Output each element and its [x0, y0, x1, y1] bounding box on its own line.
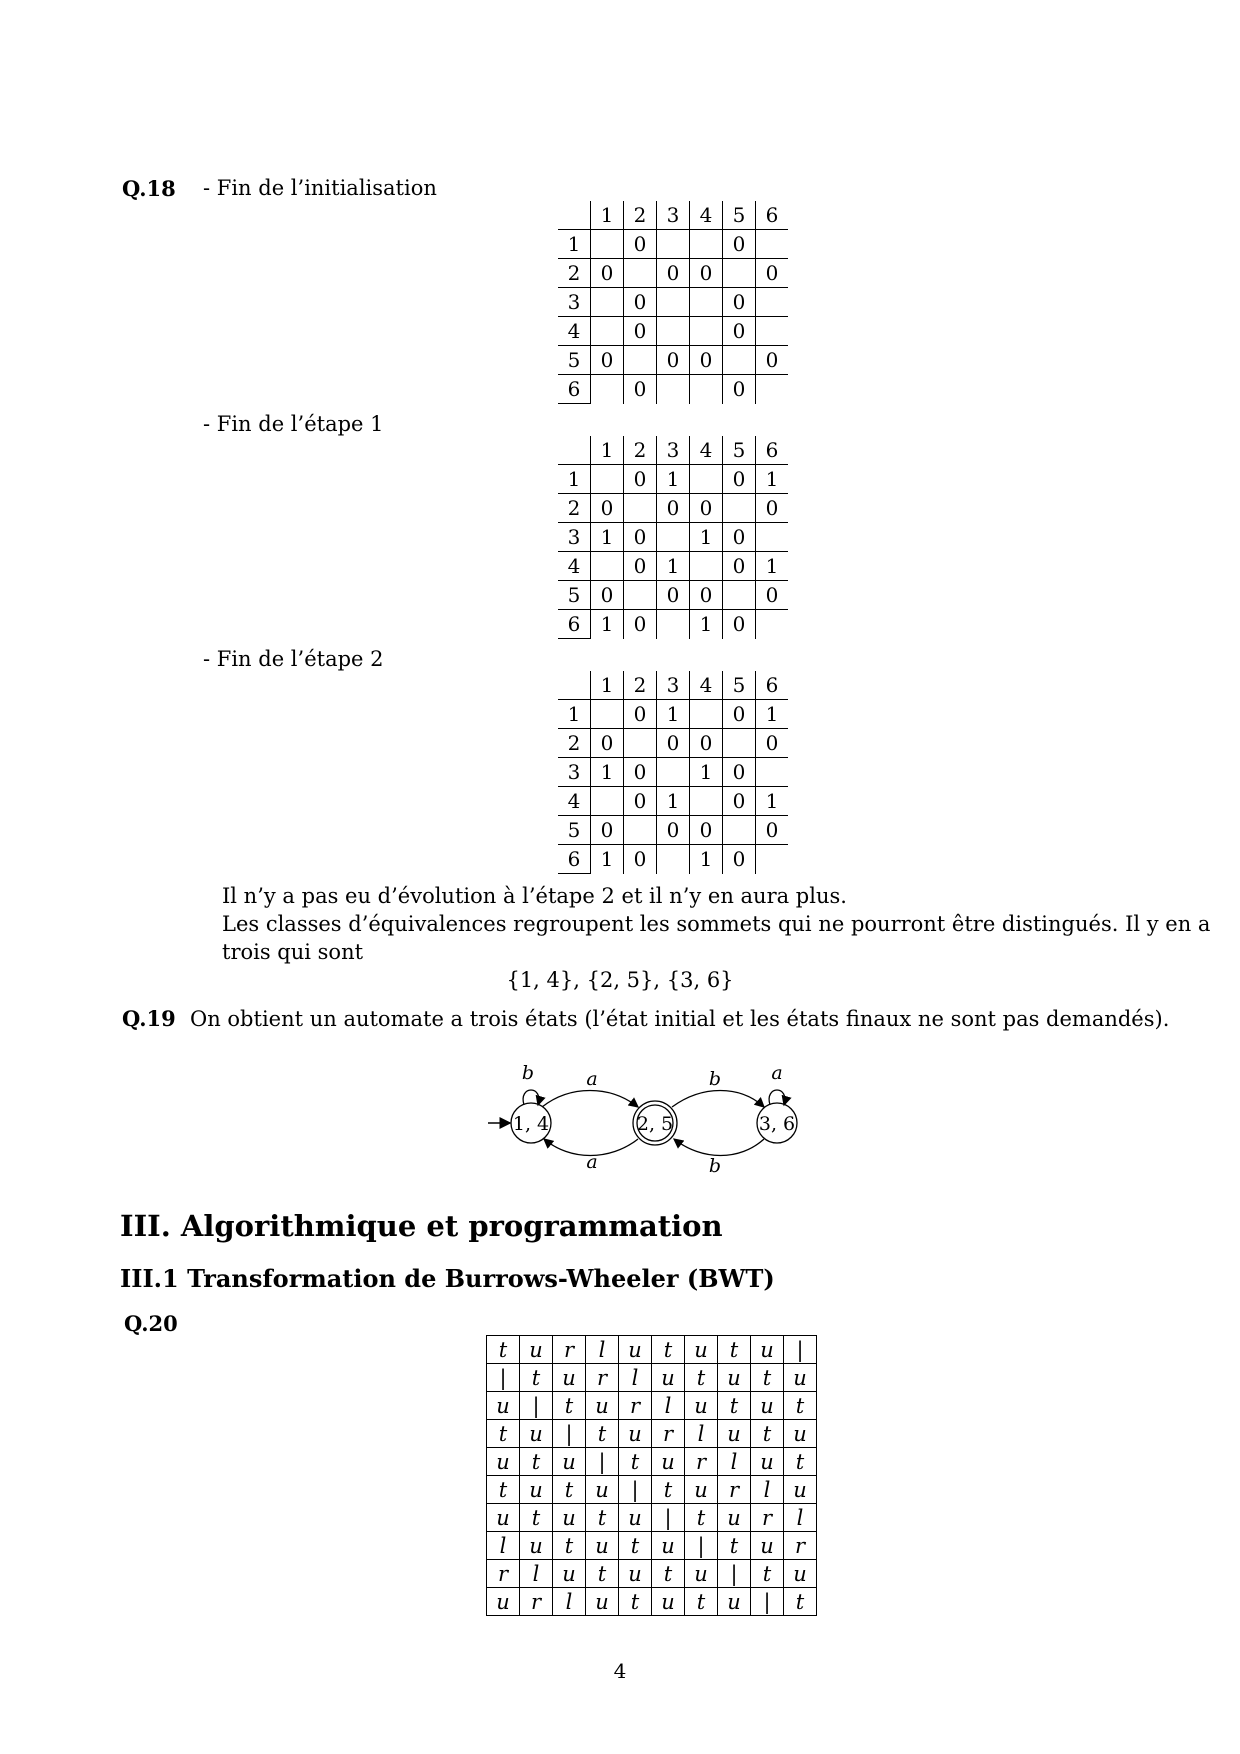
- row-header: 6: [558, 845, 591, 874]
- table-cell: [591, 552, 624, 581]
- table-cell: 1: [690, 610, 723, 639]
- bwt-cell: l: [586, 1336, 619, 1364]
- table-cell: [591, 230, 624, 259]
- column-header: 5: [723, 436, 756, 465]
- table-cell: [690, 787, 723, 816]
- bwt-cell: l: [652, 1392, 685, 1420]
- table-cell: [591, 787, 624, 816]
- table-cell: [756, 375, 789, 404]
- table-cell: 0: [624, 787, 657, 816]
- table-cell: 0: [624, 523, 657, 552]
- bwt-row: [487, 1532, 817, 1560]
- table-cell: 0: [591, 259, 624, 288]
- bwt-cell: t: [718, 1336, 751, 1364]
- table-cell: 0: [624, 288, 657, 317]
- table-cell: [690, 317, 723, 346]
- loop-label-b: b: [521, 1062, 535, 1084]
- edge-label-36-25: b: [708, 1155, 722, 1177]
- bwt-cell: t: [487, 1476, 520, 1504]
- table-cell: 1: [756, 700, 789, 729]
- table-cell: 1: [690, 523, 723, 552]
- section-title: III. Algorithmique et programmation: [120, 1209, 723, 1243]
- edge-2-5-to-3-6: [672, 1091, 764, 1108]
- bwt-cell: t: [553, 1532, 586, 1560]
- table-cell: 0: [723, 523, 756, 552]
- bwt-cell: u: [619, 1504, 652, 1532]
- table-cell: 0: [756, 729, 789, 758]
- table-cell: [657, 523, 690, 552]
- table-cell: 0: [723, 552, 756, 581]
- bwt-cell: u: [553, 1504, 586, 1532]
- table-cell: [591, 375, 624, 404]
- bwt-cell: u: [520, 1532, 553, 1560]
- row-header: 5: [558, 581, 591, 610]
- row-header: 1: [558, 700, 591, 729]
- column-header: 3: [657, 436, 690, 465]
- row-header: 1: [558, 230, 591, 259]
- q19-text: On obtient un automate a trois états (l’état initial et les états finaux ne sont pas demandés).: [190, 1007, 1170, 1031]
- row-header: 2: [558, 494, 591, 523]
- column-header: 4: [690, 201, 723, 230]
- row-header: 4: [558, 317, 591, 346]
- table-cell: 1: [657, 787, 690, 816]
- bwt-cell: t: [619, 1532, 652, 1560]
- bwt-cell: t: [553, 1392, 586, 1420]
- table-cell: 0: [624, 758, 657, 787]
- state-3-6-label: 3, 6: [758, 1113, 796, 1135]
- column-header: 1: [591, 201, 624, 230]
- bwt-cell: r: [784, 1532, 817, 1560]
- table-cell: 1: [756, 552, 789, 581]
- bwt-cell: u: [685, 1560, 718, 1588]
- row-header: 3: [558, 523, 591, 552]
- table-cell: 0: [657, 259, 690, 288]
- bwt-cell: u: [553, 1560, 586, 1588]
- table-cell: 1: [690, 758, 723, 787]
- edge-label-14-25: a: [586, 1068, 598, 1090]
- table-cell: [624, 729, 657, 758]
- partition-table-init: [558, 201, 788, 404]
- step0-caption: - Fin de l’initialisation: [203, 176, 437, 200]
- bwt-cell: r: [487, 1560, 520, 1588]
- page-number: 4: [613, 1659, 627, 1683]
- table-cell: 0: [591, 346, 624, 375]
- bwt-cell: l: [619, 1364, 652, 1392]
- table-cell: [657, 758, 690, 787]
- row-header: 2: [558, 259, 591, 288]
- bwt-cell: |: [520, 1392, 553, 1420]
- table-cell: 0: [624, 375, 657, 404]
- row-header: 6: [558, 610, 591, 639]
- bwt-cell: |: [784, 1336, 817, 1364]
- bwt-row: [487, 1364, 817, 1392]
- table-cell: [591, 288, 624, 317]
- table-cell: 0: [690, 581, 723, 610]
- bwt-cell: u: [652, 1532, 685, 1560]
- table-corner: [558, 436, 591, 465]
- bwt-cell: t: [586, 1504, 619, 1532]
- bwt-cell: l: [520, 1560, 553, 1588]
- edge-3-6-to-2-5: [674, 1139, 764, 1156]
- bwt-cell: t: [685, 1504, 718, 1532]
- bwt-cell: t: [718, 1532, 751, 1560]
- bwt-cell: u: [751, 1336, 784, 1364]
- table-cell: 0: [624, 465, 657, 494]
- bwt-cell: u: [619, 1336, 652, 1364]
- table-cell: 1: [591, 758, 624, 787]
- table-cell: 0: [723, 465, 756, 494]
- table-cell: [657, 317, 690, 346]
- bwt-cell: r: [520, 1588, 553, 1616]
- bwt-cell: u: [718, 1588, 751, 1616]
- bwt-cell: u: [784, 1364, 817, 1392]
- table-cell: 1: [756, 465, 789, 494]
- table-cell: 0: [624, 317, 657, 346]
- table-cell: 0: [624, 845, 657, 874]
- table-cell: 0: [723, 787, 756, 816]
- row-header: 5: [558, 346, 591, 375]
- row-header: 1: [558, 465, 591, 494]
- table-cell: 0: [723, 610, 756, 639]
- row-header: 5: [558, 816, 591, 845]
- table-cell: [690, 375, 723, 404]
- bwt-cell: t: [751, 1364, 784, 1392]
- bwt-row: [487, 1588, 817, 1616]
- table-cell: 0: [690, 346, 723, 375]
- edge-label-25-14: a: [586, 1151, 598, 1173]
- q18-label: Q.18: [122, 176, 176, 201]
- bwt-cell: t: [784, 1392, 817, 1420]
- bwt-cell: r: [619, 1392, 652, 1420]
- bwt-cell: u: [652, 1588, 685, 1616]
- table-cell: 0: [756, 816, 789, 845]
- table-cell: 0: [723, 700, 756, 729]
- table-cell: 0: [657, 494, 690, 523]
- row-header: 3: [558, 758, 591, 787]
- row-header: 2: [558, 729, 591, 758]
- bwt-row: [487, 1560, 817, 1588]
- bwt-cell: u: [685, 1476, 718, 1504]
- table-cell: 0: [591, 816, 624, 845]
- bwt-cell: t: [784, 1588, 817, 1616]
- table-cell: 0: [690, 494, 723, 523]
- table-cell: 1: [591, 523, 624, 552]
- table-cell: [756, 845, 789, 874]
- table-cell: [690, 230, 723, 259]
- table-cell: 0: [723, 845, 756, 874]
- table-cell: 0: [657, 346, 690, 375]
- column-header: 2: [624, 436, 657, 465]
- table-cell: [657, 288, 690, 317]
- bwt-cell: t: [652, 1336, 685, 1364]
- bwt-cell: u: [487, 1504, 520, 1532]
- bwt-cell: u: [586, 1392, 619, 1420]
- table-cell: [624, 259, 657, 288]
- bwt-cell: t: [487, 1420, 520, 1448]
- bwt-cell: t: [784, 1448, 817, 1476]
- table-cell: [756, 523, 789, 552]
- bwt-cell: l: [685, 1420, 718, 1448]
- bwt-cell: |: [586, 1448, 619, 1476]
- bwt-cell: t: [619, 1588, 652, 1616]
- table-cell: [756, 610, 789, 639]
- table-cell: 0: [624, 700, 657, 729]
- bwt-cell: u: [652, 1364, 685, 1392]
- table-cell: 0: [690, 729, 723, 758]
- bwt-cell: r: [685, 1448, 718, 1476]
- row-header: 4: [558, 552, 591, 581]
- bwt-cell: t: [685, 1588, 718, 1616]
- automaton-diagram: [480, 1055, 820, 1180]
- bwt-cell: u: [487, 1448, 520, 1476]
- table-cell: 1: [756, 787, 789, 816]
- column-header: 6: [756, 671, 789, 700]
- table-cell: 1: [690, 845, 723, 874]
- table-cell: [657, 610, 690, 639]
- column-header: 2: [624, 671, 657, 700]
- table-cell: 0: [723, 758, 756, 787]
- bwt-cell: u: [751, 1392, 784, 1420]
- partition-table-step1: [558, 436, 788, 639]
- bwt-cell: u: [751, 1448, 784, 1476]
- bwt-cell: r: [586, 1364, 619, 1392]
- column-header: 3: [657, 671, 690, 700]
- column-header: 1: [591, 671, 624, 700]
- row-header: 6: [558, 375, 591, 404]
- state-1-4: [511, 1103, 551, 1143]
- table-cell: 0: [723, 317, 756, 346]
- table-cell: [591, 700, 624, 729]
- edge-label-25-36: b: [708, 1068, 722, 1090]
- bwt-cell: u: [520, 1476, 553, 1504]
- bwt-cell: u: [586, 1588, 619, 1616]
- table-cell: [690, 288, 723, 317]
- bwt-row: [487, 1392, 817, 1420]
- bwt-cell: u: [487, 1392, 520, 1420]
- table-cell: [624, 494, 657, 523]
- table-cell: [756, 288, 789, 317]
- bwt-cell: |: [652, 1504, 685, 1532]
- bwt-row: [487, 1504, 817, 1532]
- bwt-cell: u: [718, 1504, 751, 1532]
- table-cell: [723, 346, 756, 375]
- table-corner: [558, 671, 591, 700]
- table-cell: [723, 816, 756, 845]
- bwt-cell: r: [652, 1420, 685, 1448]
- bwt-cell: u: [553, 1364, 586, 1392]
- table-cell: 0: [723, 288, 756, 317]
- bwt-cell: u: [553, 1448, 586, 1476]
- table-cell: [723, 494, 756, 523]
- step1-caption: - Fin de l’étape 1: [203, 412, 384, 436]
- table-cell: 1: [657, 465, 690, 494]
- table-cell: [657, 230, 690, 259]
- table-cell: [690, 552, 723, 581]
- bwt-cell: u: [619, 1420, 652, 1448]
- bwt-cell: r: [751, 1504, 784, 1532]
- bwt-cell: u: [487, 1588, 520, 1616]
- bwt-cell: u: [619, 1560, 652, 1588]
- loop-label-a: a: [771, 1062, 783, 1084]
- bwt-cell: t: [685, 1364, 718, 1392]
- q20-label: Q.20: [124, 1311, 178, 1336]
- table-cell: 0: [657, 729, 690, 758]
- table-cell: 1: [657, 552, 690, 581]
- table-cell: 0: [624, 610, 657, 639]
- paragraph-trois: trois qui sont: [222, 940, 364, 964]
- bwt-cell: u: [685, 1336, 718, 1364]
- bwt-cell: |: [718, 1560, 751, 1588]
- bwt-row: [487, 1476, 817, 1504]
- bwt-cell: t: [652, 1560, 685, 1588]
- bwt-cell: |: [751, 1588, 784, 1616]
- bwt-cell: u: [751, 1532, 784, 1560]
- subsection-title: III.1 Transformation de Burrows-Wheeler (BWT): [120, 1264, 775, 1293]
- table-cell: 0: [756, 346, 789, 375]
- table-cell: [624, 346, 657, 375]
- bwt-cell: |: [553, 1420, 586, 1448]
- state-2-5: [633, 1101, 677, 1145]
- table-cell: [591, 465, 624, 494]
- column-header: 6: [756, 201, 789, 230]
- state-2-5-label: 2, 5: [636, 1113, 674, 1135]
- column-header: 2: [624, 201, 657, 230]
- table-cell: [723, 729, 756, 758]
- column-header: 6: [756, 436, 789, 465]
- equivalence-classes: {1, 4}, {2, 5}, {3, 6}: [506, 968, 734, 992]
- bwt-cell: t: [652, 1476, 685, 1504]
- bwt-cell: t: [751, 1420, 784, 1448]
- column-header: 4: [690, 671, 723, 700]
- table-cell: 0: [690, 259, 723, 288]
- bwt-cell: u: [718, 1364, 751, 1392]
- table-cell: 0: [657, 816, 690, 845]
- table-cell: 0: [624, 230, 657, 259]
- bwt-row: [487, 1448, 817, 1476]
- column-header: 5: [723, 201, 756, 230]
- bwt-cell: t: [520, 1448, 553, 1476]
- bwt-cell: l: [718, 1448, 751, 1476]
- table-cell: [756, 317, 789, 346]
- table-cell: [723, 259, 756, 288]
- bwt-cell: |: [685, 1532, 718, 1560]
- table-cell: 0: [591, 581, 624, 610]
- bwt-rotation-grid: [486, 1335, 817, 1616]
- table-cell: 0: [690, 816, 723, 845]
- table-cell: 0: [657, 581, 690, 610]
- table-cell: [756, 230, 789, 259]
- table-cell: 0: [723, 230, 756, 259]
- table-cell: [690, 700, 723, 729]
- table-cell: [657, 375, 690, 404]
- bwt-row: [487, 1420, 817, 1448]
- table-cell: 1: [591, 845, 624, 874]
- bwt-cell: |: [619, 1476, 652, 1504]
- paragraph-evolution: Il n’y a pas eu d’évolution à l’étape 2 et il n’y en aura plus.: [222, 884, 847, 908]
- step2-caption: - Fin de l’étape 2: [203, 647, 384, 671]
- bwt-cell: l: [784, 1504, 817, 1532]
- table-cell: [690, 465, 723, 494]
- bwt-cell: u: [718, 1420, 751, 1448]
- state-1-4-label: 1, 4: [512, 1113, 550, 1135]
- bwt-row: [487, 1336, 817, 1364]
- table-cell: [657, 845, 690, 874]
- column-header: 1: [591, 436, 624, 465]
- table-cell: 1: [657, 700, 690, 729]
- partition-table-step2: [558, 671, 788, 874]
- q19-label: Q.19: [122, 1006, 176, 1031]
- bwt-cell: t: [520, 1504, 553, 1532]
- bwt-cell: l: [487, 1532, 520, 1560]
- column-header: 3: [657, 201, 690, 230]
- bwt-cell: t: [619, 1448, 652, 1476]
- paragraph-classes: Les classes d’équivalences regroupent les sommets qui ne pourront être distingués. Il y en a: [222, 912, 1211, 936]
- table-cell: [624, 581, 657, 610]
- bwt-cell: u: [784, 1420, 817, 1448]
- table-cell: 0: [591, 729, 624, 758]
- column-header: 4: [690, 436, 723, 465]
- column-header: 5: [723, 671, 756, 700]
- row-header: 4: [558, 787, 591, 816]
- table-cell: 0: [624, 552, 657, 581]
- state-3-6: [757, 1103, 797, 1143]
- bwt-cell: u: [784, 1476, 817, 1504]
- bwt-cell: u: [586, 1476, 619, 1504]
- bwt-cell: t: [520, 1364, 553, 1392]
- table-cell: 0: [723, 375, 756, 404]
- table-cell: [591, 317, 624, 346]
- bwt-cell: t: [487, 1336, 520, 1364]
- row-header: 3: [558, 288, 591, 317]
- bwt-cell: t: [751, 1560, 784, 1588]
- bwt-cell: u: [586, 1532, 619, 1560]
- bwt-cell: u: [652, 1448, 685, 1476]
- table-corner: [558, 201, 591, 230]
- table-cell: 0: [591, 494, 624, 523]
- bwt-cell: |: [487, 1364, 520, 1392]
- table-cell: 0: [756, 259, 789, 288]
- bwt-cell: l: [553, 1588, 586, 1616]
- bwt-cell: t: [553, 1476, 586, 1504]
- bwt-cell: t: [586, 1560, 619, 1588]
- table-cell: [756, 758, 789, 787]
- bwt-cell: r: [553, 1336, 586, 1364]
- table-cell: [723, 581, 756, 610]
- table-cell: 0: [756, 494, 789, 523]
- bwt-cell: t: [718, 1392, 751, 1420]
- table-cell: 0: [756, 581, 789, 610]
- bwt-cell: u: [520, 1420, 553, 1448]
- edge-1-4-to-2-5: [542, 1091, 638, 1108]
- bwt-cell: r: [718, 1476, 751, 1504]
- bwt-cell: u: [685, 1392, 718, 1420]
- table-cell: 1: [591, 610, 624, 639]
- table-cell: [624, 816, 657, 845]
- bwt-cell: l: [751, 1476, 784, 1504]
- bwt-cell: t: [586, 1420, 619, 1448]
- bwt-cell: u: [784, 1560, 817, 1588]
- bwt-cell: u: [520, 1336, 553, 1364]
